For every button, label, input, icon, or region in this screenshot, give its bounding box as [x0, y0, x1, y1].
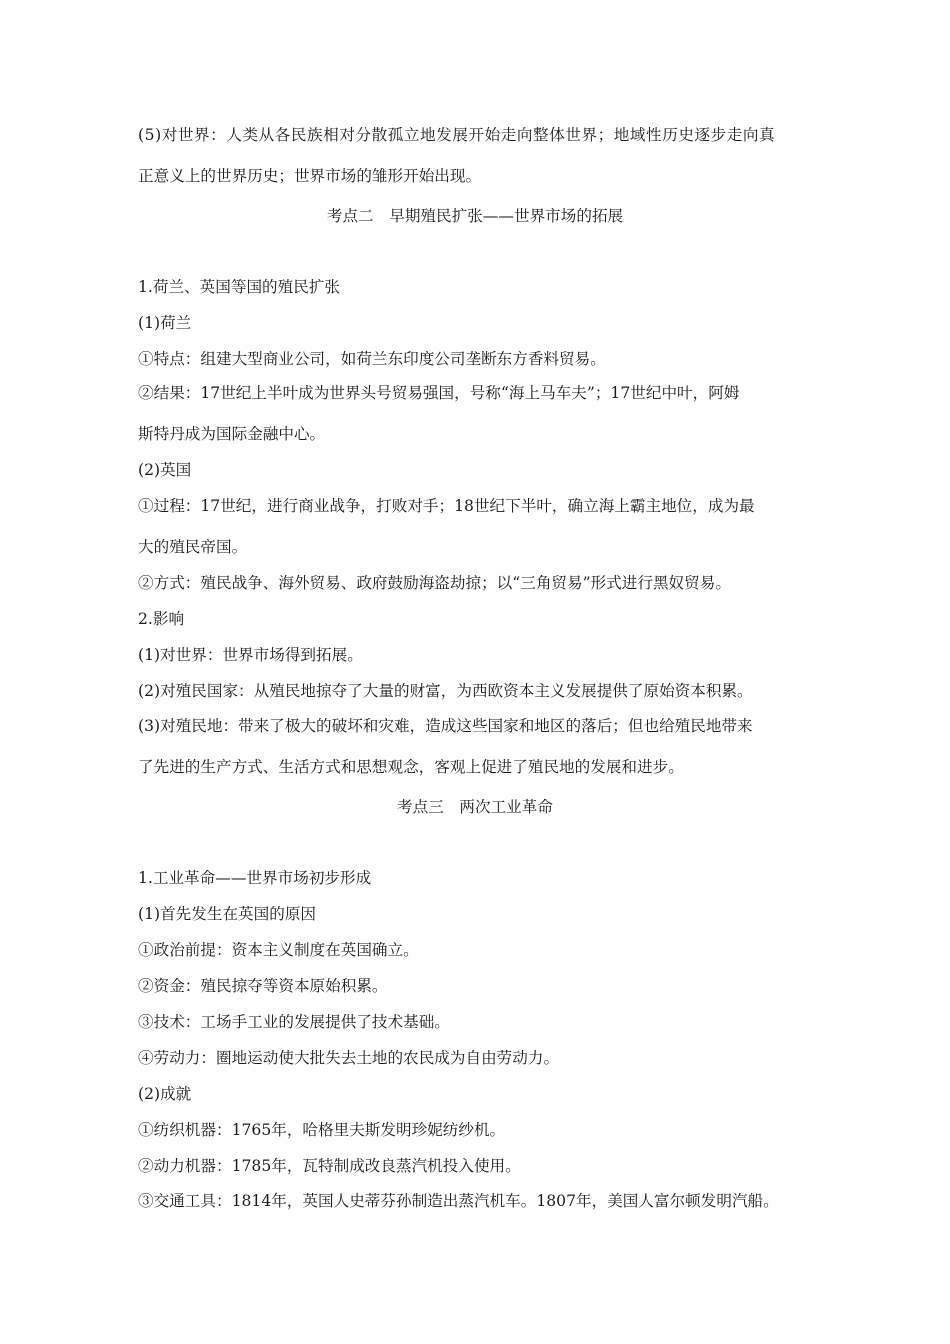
text-line: 正意义上的世界历史；世界市场的雏形开始出现。 [138, 167, 482, 185]
text-line: (2)对殖民国家：从殖民地掠夺了大量的财富，为西欧资本主义发展提供了原始资本积累。 [138, 682, 753, 700]
text-line: ②资金：殖民掠夺等资本原始积累。 [138, 977, 388, 995]
text-line: ③技术：工场手工业的发展提供了技术基础。 [138, 1013, 450, 1031]
text-line: ③交通工具：1814年，英国人史蒂芬孙制造出蒸汽机车。1807年，美国人富尔顿发明汽船。 [138, 1192, 779, 1210]
text-line: ①特点：组建大型商业公司，如荷兰东印度公司垄断东方香料贸易。 [138, 350, 606, 368]
text-line: (1)首先发生在英国的原因 [138, 905, 317, 923]
section-heading: 考点二 早期殖民扩张——世界市场的拓展 [326, 207, 624, 225]
text-line: ②方式：殖民战争、海外贸易、政府鼓励海盗劫掠；以“三角贸易”形式进行黑奴贸易。 [138, 574, 731, 592]
text-line: 2.影响 [138, 610, 185, 628]
text-line: ①过程：17世纪，进行商业战争，打败对手；18世纪下半叶，确立海上霸主地位，成为最 [138, 497, 755, 515]
text-line: 1.工业革命——世界市场初步形成 [138, 869, 372, 887]
text-line: 斯特丹成为国际金融中心。 [138, 425, 326, 443]
text-line: (2)成就 [138, 1085, 192, 1103]
text-line: (3)对殖民地：带来了极大的破坏和灾难，造成这些国家和地区的落后；但也给殖民地带来 [138, 717, 753, 735]
text-line: ②结果：17世纪上半叶成为世界头号贸易强国，号称“海上马车夫”；17世纪中叶，阿姆 [138, 384, 740, 402]
text-line: (2)英国 [138, 461, 192, 479]
text-line: (1)对世界：世界市场得到拓展。 [138, 646, 363, 664]
text-line: 了先进的生产方式、生活方式和思想观念，客观上促进了殖民地的发展和进步。 [138, 758, 684, 776]
text-line: ②动力机器：1785年，瓦特制成改良蒸汽机投入使用。 [138, 1157, 521, 1175]
section-heading: 考点三 两次工业革命 [397, 798, 553, 816]
text-line: ①纺织机器：1765年，哈格里夫斯发明珍妮纺纱机。 [138, 1121, 506, 1139]
text-line: (1)荷兰 [138, 314, 192, 332]
text-line: ④劳动力：圈地运动使大批失去土地的农民成为自由劳动力。 [138, 1049, 560, 1067]
text-line: 大的殖民帝国。 [138, 538, 248, 556]
text-line: 1.荷兰、英国等国的殖民扩张 [138, 278, 341, 296]
text-line: ①政治前提：资本主义制度在英国确立。 [138, 941, 419, 959]
text-line: (5)对世界：人类从各民族相对分散孤立地发展开始走向整体世界；地域性历史逐步走向真 [138, 126, 776, 144]
